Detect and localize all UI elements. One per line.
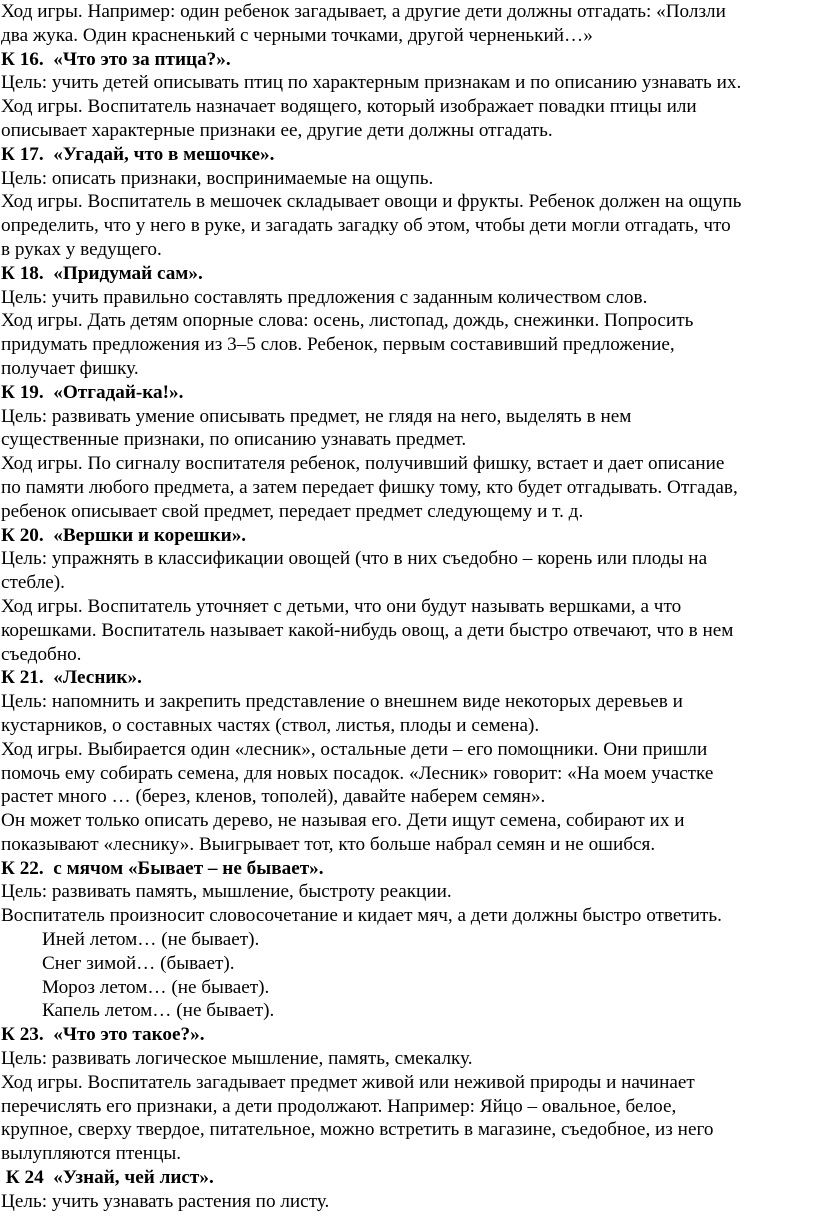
text-line: Цель: учить узнавать растения по листу. [1,1190,330,1212]
text-line: Цель: учить правильно составлять предложения с заданным количеством слов. [1,286,648,308]
text-line: Ход игры. Воспитатель загадывает предмет живой или неживой природы и начинает [1,1071,695,1093]
text-line: описывает характерные признаки ее, другие дети должны отгадать. [1,119,553,141]
text-line: определить, что у него в руке, и загадать загадку об этом, чтобы дети могли отгадать, что [1,215,731,237]
text-line: Ход игры. Выбирается один «лесник», остальные дети – его помощники. Они пришли [1,738,708,760]
text-line: по памяти любого предмета, а затем передает фишку тому, кто будет отгадывать. Отгадав, [1,476,738,498]
text-line: Цель: учить детей описывать птиц по характерным признакам и по описанию узнавать их. [1,72,742,94]
text-line: Цель: напомнить и закрепить представление о внешнем виде некоторых деревьев и [1,691,683,713]
section-heading: К 23. «Что это такое?». [1,1024,205,1046]
text-line: ребенок описывает свой предмет, передает предмет следующему и т. д. [1,500,584,522]
text-line: корешками. Воспитатель называет какой-нибудь овощ, а дети быстро отвечают, что в нем [1,619,734,641]
section-heading: К 17. «Угадай, что в мешочке». [1,143,275,165]
text-line: Цель: описать признаки, воспринимаемые на ощупь. [1,167,434,189]
text-line: Ход игры. Воспитатель назначает водящего, который изображает повадки птицы или [1,96,697,118]
text-line: получает фишку. [1,357,139,379]
text-line: Цель: упражнять в классификации овощей (что в них съедобно – корень или плоды на [1,548,708,570]
text-line: кустарников, о составных частях (ствол, листья, плоды и семена). [1,714,540,736]
text-line: стебле). [1,572,65,594]
text-line: Иней летом… (не бывает). [42,929,260,951]
section-heading: К 21. «Лесник». [1,667,142,689]
section-heading: К 16. «Что это за птица?». [1,48,231,70]
text-line: Ход игры. Например: один ребенок загадывает, а другие дети должны отгадать: «Ползли [1,1,726,22]
text-line: Ход игры. Воспитатель уточняет с детьми, что они будут называть вершками, а что [1,595,682,617]
text-line: в руках у ведущего. [1,238,162,260]
text-line: два жука. Один красненький с черными точками, другой черненький…» [1,24,593,46]
section-heading: К 24 «Узнай, чей лист». [1,1167,214,1189]
text-line: крупное, сверху твердое, питательное, можно встретить в магазине, съедобное, из него [1,1119,714,1141]
text-line: Цель: развивать умение описывать предмет, не глядя на него, выделять в нем [1,405,632,427]
text-line: Капель летом… (не бывает). [42,1000,275,1022]
text-line: Цель: развивать логическое мышление, память, смекалку. [1,1048,473,1070]
text-line: Ход игры. По сигналу воспитателя ребенок, получивший фишку, встает и дает описание [1,453,725,475]
text-line: существенные признаки, по описанию узнавать предмет. [1,429,467,451]
text-line: помочь ему собирать семена, для новых посадок. «Лесник» говорит: «На моем участке [1,762,714,784]
text-line: Воспитатель произносит словосочетание и кидает мяч, а дети должны быстро ответить. [1,905,722,927]
text-line: съедобно. [1,643,82,665]
text-line: растет много … (берез, кленов, тополей), давайте наберем семян». [1,786,546,808]
text-line: Мороз летом… (не бывает). [42,976,270,998]
text-line: Он может только описать дерево, не называя его. Дети ищут семена, собирают их и [1,810,685,832]
text-line: перечислять его признаки, а дети продолжают. Например: Яйцо – овальное, белое, [1,1095,677,1117]
section-heading: К 19. «Отгадай-ка!». [1,381,184,403]
section-heading: К 20. «Вершки и корешки». [1,524,247,546]
section-heading: К 18. «Придумай сам». [1,262,203,284]
text-line: придумать предложения из 3–5 слов. Ребенок, первым составивший предложение, [1,334,675,356]
text-line: Ход игры. Дать детям опорные слова: осень, листопад, дождь, снежинки. Попросить [1,310,694,332]
text-line: Ход игры. Воспитатель в мешочек складывает овощи и фрукты. Ребенок должен на ощупь [1,191,742,213]
section-heading: К 22. с мячом «Бывает – не бывает». [1,857,324,879]
text-line: показывают «леснику». Выигрывает тот, кто больше набрал семян и не ошибся. [1,833,656,855]
text-line: вылупляются птенцы. [1,1143,182,1165]
text-line: Цель: развивать память, мышление, быстроту реакции. [1,881,452,903]
text-line: Снег зимой… (бывает). [42,952,235,974]
